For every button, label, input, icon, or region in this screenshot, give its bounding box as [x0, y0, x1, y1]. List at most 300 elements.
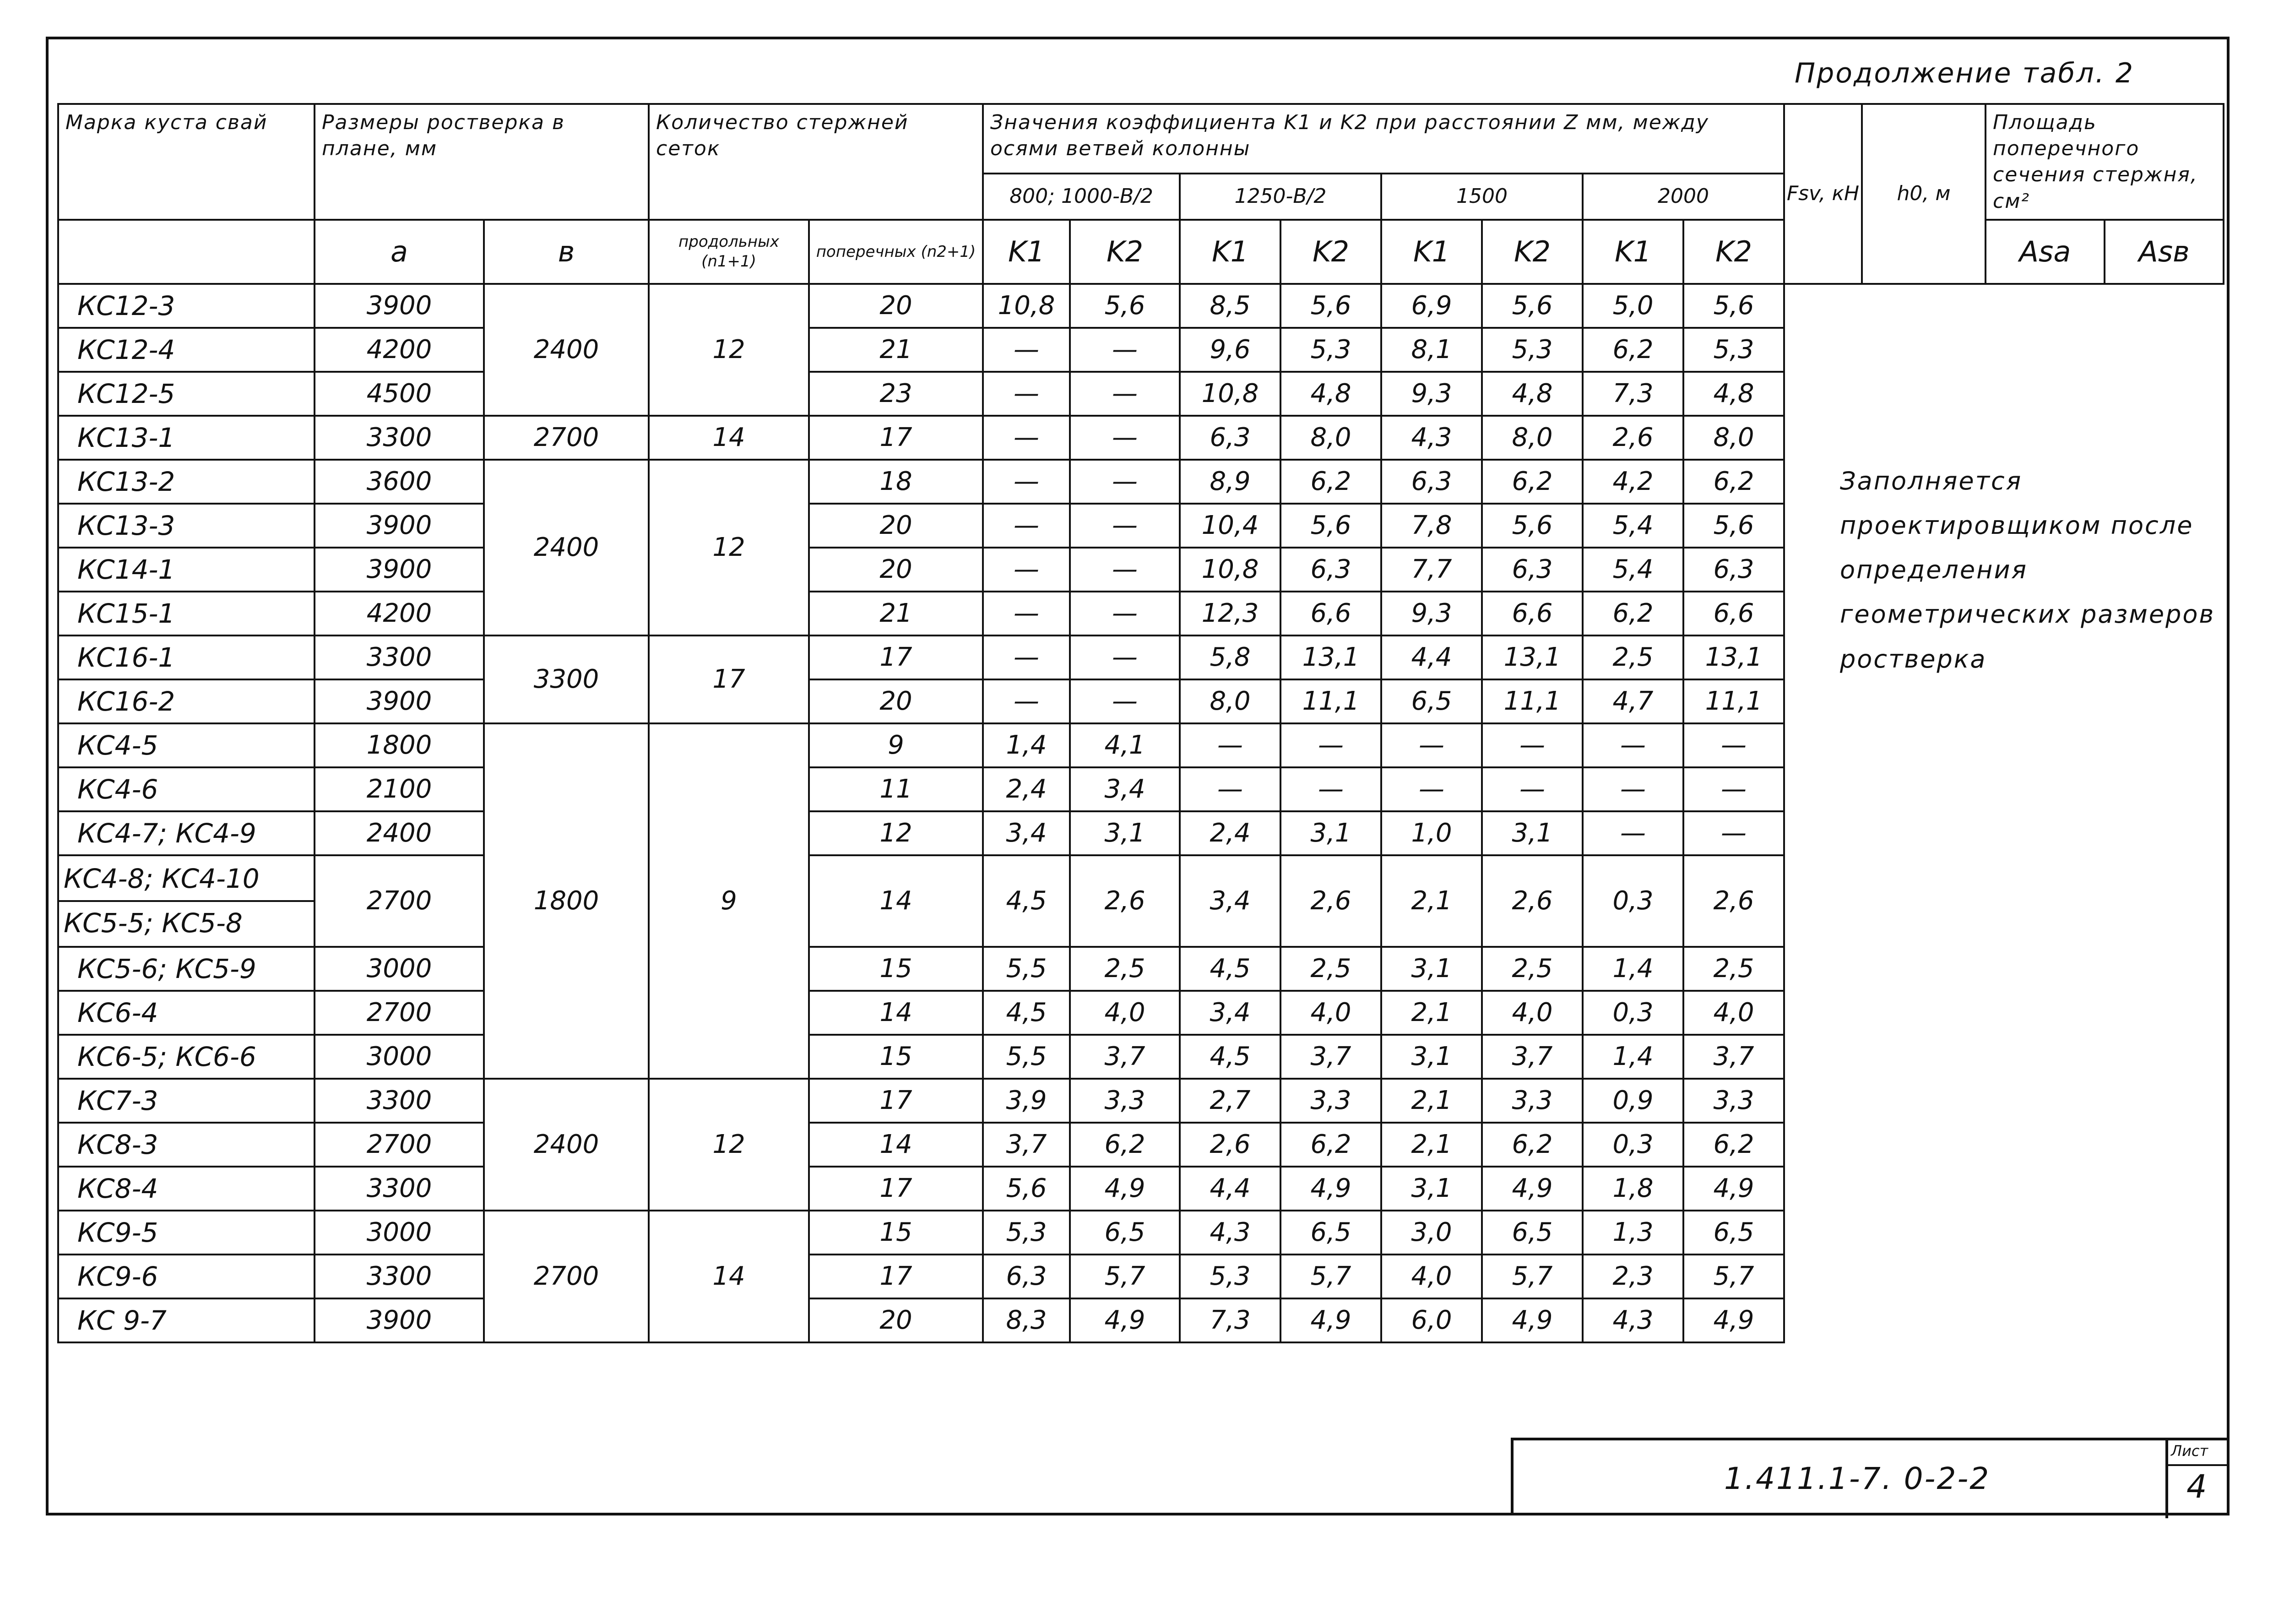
cell-coefficient: 8,0	[1482, 416, 1583, 460]
cell-mark-line: КС4-8; КС4-10	[64, 863, 260, 894]
cell-coefficient: 8,0	[1683, 416, 1784, 460]
cell-coefficient: 3,4	[1070, 767, 1180, 811]
cell-longitudinal: 17	[649, 635, 809, 723]
cell-a: 2700	[315, 1123, 484, 1167]
cell-coefficient: 2,5	[1583, 635, 1683, 679]
data-table	[57, 103, 2224, 1343]
document-code: 1.411.1-7. 0-2-2	[1724, 1461, 1991, 1496]
cell-coefficient: 3,3	[1683, 1079, 1784, 1123]
cell-coefficient: 1,4	[983, 723, 1070, 767]
cell-coefficient: 3,1	[1280, 811, 1381, 855]
cell-coefficient: 2,6	[1070, 855, 1180, 947]
cell-a: 2100	[315, 767, 484, 811]
cell-coefficient: —	[983, 372, 1070, 416]
cell-coefficient: 13,1	[1482, 635, 1583, 679]
cell-coefficient: —	[1070, 635, 1180, 679]
cell-coefficient: 3,7	[1070, 1035, 1180, 1079]
cell-coefficient: 3,1	[1381, 947, 1482, 991]
header-mark: Марка куста свай	[58, 104, 315, 220]
cell-coefficient: 2,3	[1583, 1255, 1683, 1298]
cell-mark: КС 9-7	[58, 1298, 315, 1342]
cell-a: 4200	[315, 592, 484, 635]
cell-coefficient: 6,5	[1070, 1211, 1180, 1255]
cell-coefficient: 10,8	[983, 284, 1070, 328]
cell-coefficient: 6,2	[1482, 460, 1583, 504]
cell-coefficient: 3,7	[1683, 1035, 1784, 1079]
cell-mark: КС13-3	[58, 504, 315, 548]
cell-coefficient: 5,7	[1482, 1255, 1583, 1298]
cell-coefficient: 5,5	[983, 947, 1070, 991]
cell-b: 1800	[484, 723, 649, 1079]
cell-coefficient: 4,9	[1280, 1298, 1381, 1342]
header-asb: Asв	[2105, 220, 2224, 284]
cell-coefficient: —	[983, 679, 1070, 723]
cell-coefficient: —	[983, 504, 1070, 548]
cell-coefficient: —	[1482, 767, 1583, 811]
cell-coefficient: 5,3	[1683, 328, 1784, 372]
cell-coefficient: 2,4	[983, 767, 1070, 811]
cell-coefficient: 6,0	[1381, 1298, 1482, 1342]
cell-coefficient: 5,3	[983, 1211, 1070, 1255]
cell-coefficient: 4,8	[1683, 372, 1784, 416]
cell-coefficient: 4,4	[1381, 635, 1482, 679]
cell-mark: КС15-1	[58, 592, 315, 635]
cell-coefficient: —	[1070, 548, 1180, 592]
cell-mark: КС6-5; КС6-6	[58, 1035, 315, 1079]
cell-coefficient: 5,3	[1180, 1255, 1280, 1298]
cell-transverse: 17	[809, 416, 983, 460]
cell-coefficient: 8,0	[1180, 679, 1280, 723]
cell-longitudinal: 14	[649, 1211, 809, 1342]
cell-coefficient: 8,3	[983, 1298, 1070, 1342]
cell-a: 2700	[315, 855, 484, 947]
cell-coefficient: 5,8	[1180, 635, 1280, 679]
cell-transverse: 21	[809, 592, 983, 635]
cell-coefficient: 3,4	[1180, 991, 1280, 1035]
cell-coefficient: 5,6	[1482, 504, 1583, 548]
cell-coefficient: 5,4	[1583, 504, 1683, 548]
cell-coefficient: —	[1070, 328, 1180, 372]
cell-mark: КС12-4	[58, 328, 315, 372]
cell-coefficient: 5,6	[983, 1167, 1070, 1211]
cell-a: 3900	[315, 1298, 484, 1342]
header-k2: K2	[1683, 220, 1784, 284]
cell-coefficient: 1,4	[1583, 947, 1683, 991]
cell-coefficient: 4,8	[1482, 372, 1583, 416]
cell-transverse: 20	[809, 504, 983, 548]
cell-coefficient: 6,3	[1381, 460, 1482, 504]
header-fsv: Fsv, кН	[1784, 104, 1862, 284]
header-area: Площадь поперечного сечения стержня, см²	[1986, 104, 2224, 220]
cell-coefficient: 3,3	[1482, 1079, 1583, 1123]
cell-coefficient: 2,5	[1070, 947, 1180, 991]
cell-coefficient: 7,7	[1381, 548, 1482, 592]
cell-coefficient: 6,3	[1482, 548, 1583, 592]
cell-transverse: 20	[809, 548, 983, 592]
cell-coefficient: 2,6	[1683, 855, 1784, 947]
cell-mark: КС5-6; КС5-9	[58, 947, 315, 991]
cell-mark: КС13-2	[58, 460, 315, 504]
cell-a: 3900	[315, 284, 484, 328]
header-distance: 2000	[1583, 174, 1784, 220]
cell-coefficient: 7,3	[1583, 372, 1683, 416]
cell-a: 2700	[315, 991, 484, 1035]
cell-coefficient: 4,9	[1482, 1298, 1583, 1342]
cell-coefficient: 5,4	[1583, 548, 1683, 592]
cell-mark: КС7-3	[58, 1079, 315, 1123]
cell-coefficient: —	[1180, 767, 1280, 811]
cell-mark: КС9-6	[58, 1255, 315, 1298]
cell-a: 3900	[315, 504, 484, 548]
header-a: a	[315, 220, 484, 284]
cell-b: 2700	[484, 416, 649, 460]
cell-coefficient: 3,3	[1070, 1079, 1180, 1123]
cell-coefficient: 5,7	[1683, 1255, 1784, 1298]
cell-coefficient: 0,3	[1583, 855, 1683, 947]
cell-coefficient: —	[1180, 723, 1280, 767]
cell-coefficient: 6,5	[1683, 1211, 1784, 1255]
cell-coefficient: 4,3	[1583, 1298, 1683, 1342]
cell-coefficient: 4,5	[1180, 947, 1280, 991]
cell-mark: КС4-7; КС4-9	[58, 811, 315, 855]
cell-coefficient: 4,9	[1280, 1167, 1381, 1211]
cell-coefficient: 1,8	[1583, 1167, 1683, 1211]
cell-coefficient: 6,3	[1180, 416, 1280, 460]
cell-coefficient: 4,0	[1070, 991, 1180, 1035]
cell-coefficient: 3,7	[1280, 1035, 1381, 1079]
cell-transverse: 15	[809, 1211, 983, 1255]
header-distance: 1500	[1381, 174, 1583, 220]
cell-transverse: 12	[809, 811, 983, 855]
header-distance: 800; 1000-B/2	[983, 174, 1180, 220]
header-h0: h0, м	[1862, 104, 1986, 284]
cell-a: 3300	[315, 1167, 484, 1211]
cell-coefficient: 5,6	[1280, 284, 1381, 328]
cell-coefficient: 4,7	[1583, 679, 1683, 723]
cell-coefficient: 10,8	[1180, 372, 1280, 416]
cell-coefficient: 2,1	[1381, 991, 1482, 1035]
cell-coefficient: 6,2	[1070, 1123, 1180, 1167]
table-row	[58, 284, 2224, 328]
cell-transverse: 15	[809, 1035, 983, 1079]
cell-coefficient: 12,3	[1180, 592, 1280, 635]
header-b: в	[484, 220, 649, 284]
header-k2: K2	[1280, 220, 1381, 284]
cell-coefficient: 7,8	[1381, 504, 1482, 548]
cell-coefficient: 3,3	[1280, 1079, 1381, 1123]
cell-longitudinal: 12	[649, 284, 809, 416]
cell-transverse: 14	[809, 1123, 983, 1167]
cell-coefficient: 5,3	[1482, 328, 1583, 372]
cell-coefficient: 1,0	[1381, 811, 1482, 855]
cell-coefficient: 0,9	[1583, 1079, 1683, 1123]
cell-a: 3900	[315, 679, 484, 723]
sheet-box	[2165, 1440, 2230, 1518]
cell-longitudinal: 12	[649, 460, 809, 635]
cell-coefficient: —	[1583, 811, 1683, 855]
cell-a: 3000	[315, 1035, 484, 1079]
cell-coefficient: 4,9	[1070, 1167, 1180, 1211]
cell-coefficient: 9,3	[1381, 592, 1482, 635]
cell-coefficient: 3,1	[1482, 811, 1583, 855]
cell-coefficient: 3,1	[1381, 1035, 1482, 1079]
cell-transverse: 21	[809, 328, 983, 372]
cell-coefficient: 4,0	[1683, 991, 1784, 1035]
cell-coefficient: 6,2	[1280, 1123, 1381, 1167]
cell-coefficient: 4,0	[1482, 991, 1583, 1035]
cell-coefficient: —	[983, 548, 1070, 592]
cell-coefficient: 5,3	[1280, 328, 1381, 372]
cell-coefficient: 6,3	[983, 1255, 1070, 1298]
cell-b: 2700	[484, 1211, 649, 1342]
cell-coefficient: 0,3	[1583, 1123, 1683, 1167]
cell-coefficient: 6,6	[1280, 592, 1381, 635]
cell-coefficient: 5,7	[1070, 1255, 1180, 1298]
cell-coefficient: —	[1070, 679, 1180, 723]
header-k2: K2	[1070, 220, 1180, 284]
cell-coefficient: —	[983, 592, 1070, 635]
cell-coefficient: —	[1381, 723, 1482, 767]
cell-coefficient: —	[1482, 723, 1583, 767]
cell-mark: КС6-4	[58, 991, 315, 1035]
cell-coefficient: 3,7	[1482, 1035, 1583, 1079]
cell-coefficient: —	[983, 328, 1070, 372]
cell-coefficient: 3,7	[983, 1123, 1070, 1167]
cell-coefficient: 4,5	[983, 855, 1070, 947]
cell-coefficient: 8,5	[1180, 284, 1280, 328]
cell-coefficient: —	[1381, 767, 1482, 811]
cell-mark: КС12-3	[58, 284, 315, 328]
header-rods: Количество стержней сеток	[649, 104, 983, 220]
cell-coefficient: 9,6	[1180, 328, 1280, 372]
cell-coefficient: 10,8	[1180, 548, 1280, 592]
cell-coefficient: 4,3	[1381, 416, 1482, 460]
cell-coefficient: 6,2	[1280, 460, 1381, 504]
cell-mark: КС16-1	[58, 635, 315, 679]
cell-coefficient: 5,6	[1070, 284, 1180, 328]
cell-coefficient: 2,5	[1482, 947, 1583, 991]
cell-coefficient: 4,9	[1683, 1298, 1784, 1342]
cell-transverse: 20	[809, 1298, 983, 1342]
cell-coefficient: 6,6	[1683, 592, 1784, 635]
cell-coefficient: 4,4	[1180, 1167, 1280, 1211]
cell-coefficient: 4,0	[1381, 1255, 1482, 1298]
cell-transverse: 11	[809, 767, 983, 811]
cell-transverse: 17	[809, 1167, 983, 1211]
cell-transverse: 20	[809, 679, 983, 723]
cell-coefficient: 6,3	[1280, 548, 1381, 592]
cell-transverse: 17	[809, 1079, 983, 1123]
cell-b: 2400	[484, 1079, 649, 1211]
cell-coefficient: 4,9	[1683, 1167, 1784, 1211]
cell-coefficient: 2,7	[1180, 1079, 1280, 1123]
cell-coefficient: 4,2	[1583, 460, 1683, 504]
cell-a: 4200	[315, 328, 484, 372]
continuation-label: Продолжение табл. 2	[1795, 57, 2135, 89]
cell-coefficient: 6,3	[1683, 548, 1784, 592]
cell-transverse: 14	[809, 855, 983, 947]
header-grillage: Размеры ростверка в плане, мм	[315, 104, 649, 220]
cell-mark: КС14-1	[58, 548, 315, 592]
cell-coefficient: —	[983, 635, 1070, 679]
cell-coefficient: 5,0	[1583, 284, 1683, 328]
cell-transverse: 18	[809, 460, 983, 504]
cell-coefficient: 4,9	[1482, 1167, 1583, 1211]
cell-coefficient: 0,3	[1583, 991, 1683, 1035]
cell-a: 3300	[315, 416, 484, 460]
fill-note: Заполняется проектировщиком после определения геометрических размеров ростверка	[1784, 284, 2224, 1342]
header-k1: K1	[1180, 220, 1280, 284]
cell-coefficient: 2,1	[1381, 1123, 1482, 1167]
cell-coefficient: —	[983, 460, 1070, 504]
cell-mark: КС9-5	[58, 1211, 315, 1255]
cell-b: 2400	[484, 460, 649, 635]
cell-coefficient: —	[1070, 460, 1180, 504]
header-k1: K1	[983, 220, 1070, 284]
cell-a: 3000	[315, 947, 484, 991]
cell-coefficient: 6,6	[1482, 592, 1583, 635]
header-k2: K2	[1482, 220, 1583, 284]
cell-coefficient: —	[1583, 723, 1683, 767]
header-blank	[58, 220, 315, 284]
cell-coefficient: —	[983, 416, 1070, 460]
cell-a: 1800	[315, 723, 484, 767]
cell-coefficient: 5,6	[1280, 504, 1381, 548]
cell-coefficient: 8,1	[1381, 328, 1482, 372]
cell-mark: КС12-5	[58, 372, 315, 416]
cell-coefficient: 4,1	[1070, 723, 1180, 767]
cell-coefficient: 13,1	[1683, 635, 1784, 679]
cell-a: 4500	[315, 372, 484, 416]
cell-coefficient: 6,5	[1482, 1211, 1583, 1255]
cell-coefficient: —	[1583, 767, 1683, 811]
cell-longitudinal: 9	[649, 723, 809, 1079]
cell-a: 3300	[315, 635, 484, 679]
cell-coefficient: 3,1	[1070, 811, 1180, 855]
cell-coefficient: 3,4	[1180, 855, 1280, 947]
cell-coefficient: 11,1	[1683, 679, 1784, 723]
cell-coefficient: 2,1	[1381, 855, 1482, 947]
cell-coefficient: 2,5	[1683, 947, 1784, 991]
cell-transverse: 15	[809, 947, 983, 991]
cell-mark: КС4-6	[58, 767, 315, 811]
cell-coefficient: 4,8	[1280, 372, 1381, 416]
cell-coefficient: 3,4	[983, 811, 1070, 855]
cell-b: 2400	[484, 284, 649, 416]
cell-coefficient: 5,6	[1482, 284, 1583, 328]
cell-mark: КС8-3	[58, 1123, 315, 1167]
cell-coefficient: 7,3	[1180, 1298, 1280, 1342]
cell-coefficient: 8,9	[1180, 460, 1280, 504]
cell-coefficient: 4,0	[1280, 991, 1381, 1035]
header-longitudinal: продольных (n1+1)	[649, 220, 809, 284]
cell-coefficient: —	[1683, 723, 1784, 767]
cell-transverse: 20	[809, 284, 983, 328]
cell-longitudinal: 14	[649, 416, 809, 460]
cell-coefficient: 5,6	[1683, 504, 1784, 548]
cell-transverse: 23	[809, 372, 983, 416]
cell-coefficient: —	[1683, 811, 1784, 855]
sheet-number: 4	[2186, 1468, 2207, 1505]
cell-mark: КС8-4	[58, 1167, 315, 1211]
cell-coefficient: 3,1	[1381, 1167, 1482, 1211]
cell-coefficient: 2,6	[1482, 855, 1583, 947]
cell-coefficient: 4,9	[1070, 1298, 1180, 1342]
cell-coefficient: —	[1070, 372, 1180, 416]
cell-coefficient: 2,6	[1180, 1123, 1280, 1167]
cell-coefficient: 6,5	[1280, 1211, 1381, 1255]
cell-coefficient: 4,5	[1180, 1035, 1280, 1079]
cell-coefficient: 3,0	[1381, 1211, 1482, 1255]
cell-longitudinal: 12	[649, 1079, 809, 1211]
cell-coefficient: 8,0	[1280, 416, 1381, 460]
cell-coefficient: 10,4	[1180, 504, 1280, 548]
cell-coefficient: 1,4	[1583, 1035, 1683, 1079]
cell-coefficient: 11,1	[1482, 679, 1583, 723]
header-asa: Asa	[1986, 220, 2105, 284]
cell-transverse: 17	[809, 1255, 983, 1298]
title-block	[1511, 1438, 2230, 1515]
header-k1: K1	[1381, 220, 1482, 284]
cell-coefficient: 3,9	[983, 1079, 1070, 1123]
cell-a: 3300	[315, 1079, 484, 1123]
cell-coefficient: 5,7	[1280, 1255, 1381, 1298]
cell-a: 3600	[315, 460, 484, 504]
cell-coefficient: 2,4	[1180, 811, 1280, 855]
cell-coefficient: 11,1	[1280, 679, 1381, 723]
cell-coefficient: 2,1	[1381, 1079, 1482, 1123]
cell-coefficient: —	[1683, 767, 1784, 811]
cell-coefficient: 5,6	[1683, 284, 1784, 328]
cell-coefficient: 5,5	[983, 1035, 1070, 1079]
cell-coefficient: 1,3	[1583, 1211, 1683, 1255]
cell-mark: КС13-1	[58, 416, 315, 460]
cell-coefficient: 9,3	[1381, 372, 1482, 416]
cell-mark-line: КС5-5; КС5-8	[59, 900, 314, 945]
cell-a: 2400	[315, 811, 484, 855]
cell-coefficient: 2,6	[1280, 855, 1381, 947]
cell-transverse: 9	[809, 723, 983, 767]
cell-mark: КС4-5	[58, 723, 315, 767]
cell-coefficient: 6,2	[1583, 328, 1683, 372]
cell-coefficient: 13,1	[1280, 635, 1381, 679]
cell-coefficient: —	[1070, 504, 1180, 548]
cell-b: 3300	[484, 635, 649, 723]
cell-coefficient: 6,2	[1683, 1123, 1784, 1167]
cell-a: 3000	[315, 1211, 484, 1255]
cell-transverse: 17	[809, 635, 983, 679]
cell-coefficient: 4,3	[1180, 1211, 1280, 1255]
cell-coefficient: 6,2	[1683, 460, 1784, 504]
cell-coefficient: 6,2	[1482, 1123, 1583, 1167]
cell-coefficient: —	[1070, 592, 1180, 635]
cell-coefficient: 6,2	[1583, 592, 1683, 635]
cell-a: 3900	[315, 548, 484, 592]
cell-coefficient: —	[1280, 767, 1381, 811]
cell-coefficient: 4,5	[983, 991, 1070, 1035]
cell-mark	[58, 855, 315, 947]
cell-coefficient: —	[1280, 723, 1381, 767]
header-coefficients: Значения коэффициента K1 и K2 при расстоянии Z мм, между осями ветвей колонны	[983, 104, 1784, 174]
cell-mark: КС16-2	[58, 679, 315, 723]
sheet-label: Лист	[2171, 1442, 2208, 1460]
cell-transverse: 14	[809, 991, 983, 1035]
cell-coefficient: 6,9	[1381, 284, 1482, 328]
header-transverse: поперечных (n2+1)	[809, 220, 983, 284]
header-distance: 1250-B/2	[1180, 174, 1381, 220]
cell-coefficient: 6,5	[1381, 679, 1482, 723]
cell-coefficient: 2,6	[1583, 416, 1683, 460]
